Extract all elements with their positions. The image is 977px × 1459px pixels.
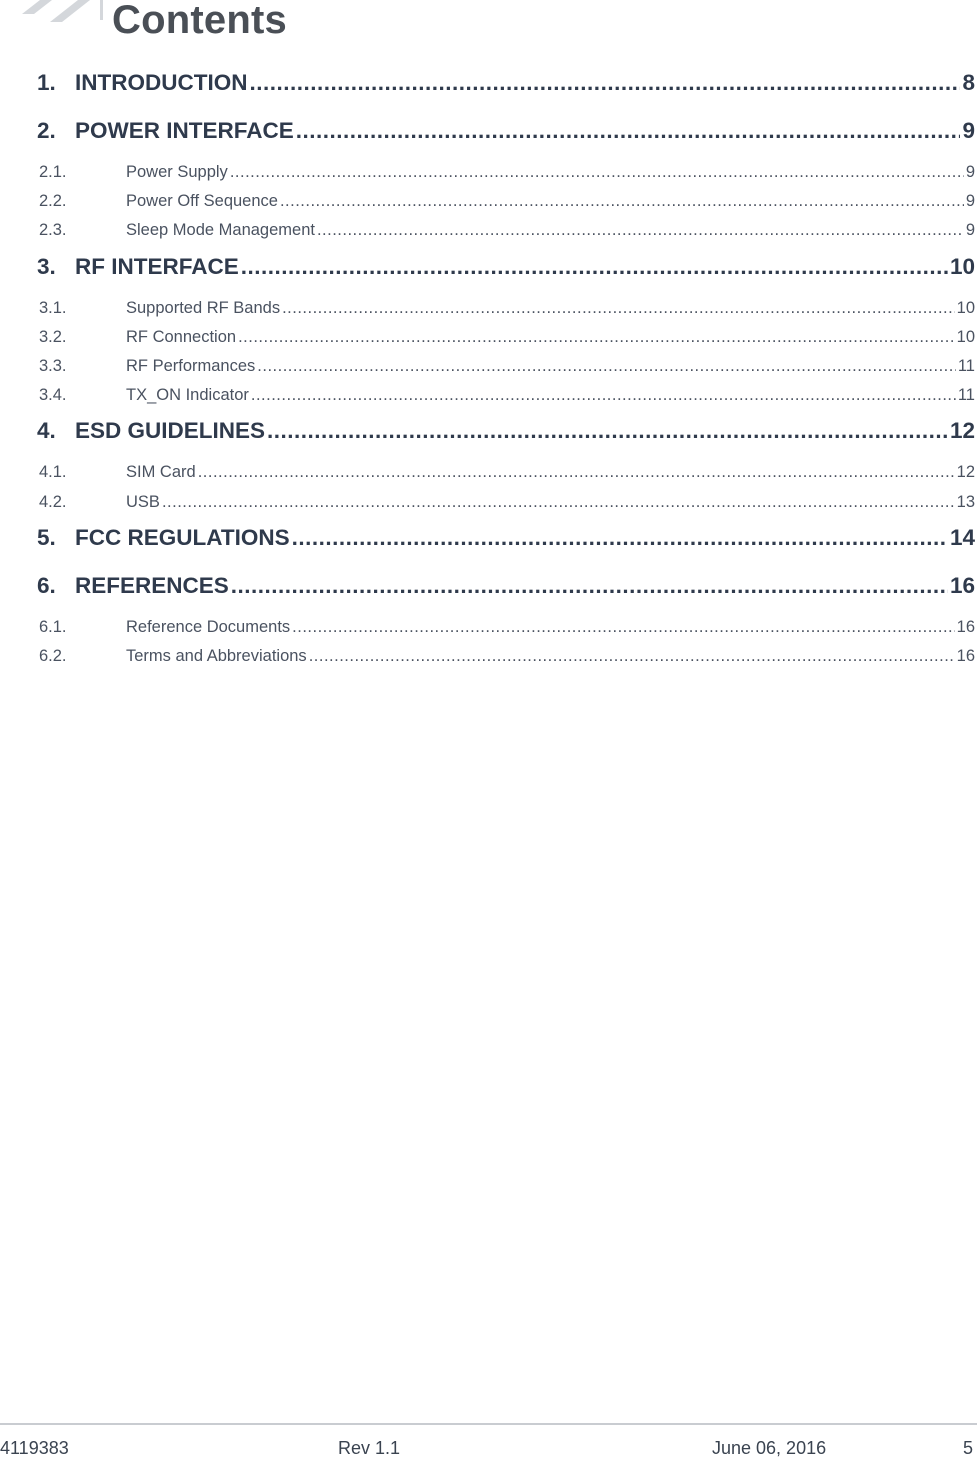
toc-subentry[interactable] [37, 189, 975, 218]
toc-entry[interactable] [37, 412, 975, 460]
toc-entry-number: 4. [37, 418, 56, 444]
dot-leader [267, 412, 948, 450]
toc-subentry[interactable] [37, 644, 975, 673]
footer-doc-number: 4119383 [0, 1438, 69, 1458]
toc-entry-label: USB [126, 492, 160, 511]
toc-entry-number: 2. [37, 118, 56, 143]
toc-entry[interactable] [37, 567, 975, 615]
toc-entry-label: Supported RF Bands [126, 298, 281, 317]
dot-leader [257, 354, 956, 378]
toc-entry-number: 4.2. [39, 492, 67, 511]
toc-entry-label: RF Performances [126, 356, 256, 375]
toc-entry-page: 16 [949, 572, 975, 598]
toc-subentry[interactable] [37, 490, 975, 519]
toc-entry-number: 2.1. [39, 163, 67, 181]
brand-chevron-icon [22, 0, 107, 24]
toc-entry-page: 12 [949, 418, 975, 444]
toc-entry-number: 6. [37, 572, 56, 598]
toc-entry-label: INTRODUCTION [75, 70, 248, 95]
dot-leader [250, 64, 961, 102]
toc-entry-page: 9 [962, 118, 975, 143]
toc-subentry[interactable] [37, 160, 975, 189]
dot-leader [296, 112, 961, 150]
toc-entry-page: 10 [956, 298, 975, 317]
toc-entry-number: 1. [37, 70, 56, 95]
toc-entry-label: Terms and Abbreviations [126, 646, 307, 665]
toc-entry-number: 2.3. [39, 221, 67, 240]
dot-leader [280, 189, 964, 213]
toc-entry-number: 6.2. [39, 646, 67, 665]
toc-entry[interactable] [37, 248, 975, 296]
toc-entry-page: 10 [949, 253, 975, 279]
toc-entry-label: Power Supply [126, 163, 228, 181]
dot-leader [241, 248, 948, 286]
toc-entry-page: 10 [956, 327, 975, 346]
toc-entry-number: 5. [37, 524, 56, 550]
toc-entry-label: RF Connection [126, 327, 237, 346]
toc-entry-page: 9 [965, 221, 975, 240]
toc-subentry[interactable] [37, 218, 975, 247]
table-of-contents [37, 64, 975, 673]
toc-entry-number: 3.1. [39, 298, 67, 317]
toc-entry-label: Reference Documents [126, 617, 291, 636]
toc-entry-page: 9 [965, 163, 975, 181]
toc-entry-label: TX_ON Indicator [126, 386, 249, 405]
toc-entry-page: 16 [956, 617, 975, 636]
toc-entry-label: REFERENCES [75, 572, 229, 598]
toc-entry-page: 8 [962, 70, 975, 95]
toc-entry-page: 11 [957, 386, 975, 405]
toc-entry-label: SIM Card [126, 463, 196, 482]
toc-subentry[interactable] [37, 325, 975, 354]
toc-entry-label: RF INTERFACE [75, 253, 239, 279]
toc-entry[interactable] [37, 112, 975, 160]
toc-entry-number: 3.4. [39, 386, 67, 405]
dot-leader [238, 325, 955, 349]
toc-subentry[interactable] [37, 460, 975, 489]
dot-leader [282, 296, 955, 320]
footer-divider [0, 1423, 977, 1425]
toc-entry-page: 16 [956, 646, 975, 665]
footer-revision: Rev 1.1 [338, 1438, 401, 1458]
toc-subentry[interactable] [37, 615, 975, 644]
toc-entry-number: 3. [37, 253, 56, 279]
toc-entry-number: 3.3. [39, 356, 67, 375]
toc-entry-number: 4.1. [39, 463, 67, 482]
dot-leader [231, 567, 948, 605]
toc-entry-number: 2.2. [39, 192, 67, 211]
toc-entry-number: 3.2. [39, 327, 67, 346]
dot-leader [251, 383, 956, 407]
dot-leader [198, 460, 955, 484]
toc-entry-label: Power Off Sequence [126, 192, 278, 211]
toc-entry-label: FCC REGULATIONS [75, 524, 290, 550]
dot-leader [230, 160, 964, 184]
footer-date: June 06, 2016 [712, 1438, 827, 1458]
toc-entry[interactable] [37, 519, 975, 567]
dot-leader [309, 644, 955, 668]
toc-entry-label: Sleep Mode Management [126, 221, 315, 240]
toc-entry-number: 6.1. [39, 617, 67, 636]
toc-entry-label: ESD GUIDELINES [75, 418, 266, 444]
dot-leader [292, 519, 948, 557]
page-title: Contents [112, 0, 287, 42]
toc-subentry[interactable] [37, 354, 975, 383]
dot-leader [292, 615, 954, 639]
toc-entry-label: POWER INTERFACE [75, 118, 294, 143]
toc-entry-page: 13 [956, 492, 975, 511]
dot-leader [317, 218, 964, 242]
toc-entry-page: 11 [957, 356, 975, 375]
toc-subentry[interactable] [37, 383, 975, 412]
toc-entry-page: 12 [956, 463, 975, 482]
toc-entry-page: 9 [965, 192, 975, 211]
toc-entry[interactable] [37, 64, 975, 112]
toc-subentry[interactable] [37, 296, 975, 325]
toc-entry-page: 14 [949, 524, 975, 550]
footer-page-number: 5 [963, 1438, 974, 1458]
dot-leader [162, 490, 955, 514]
